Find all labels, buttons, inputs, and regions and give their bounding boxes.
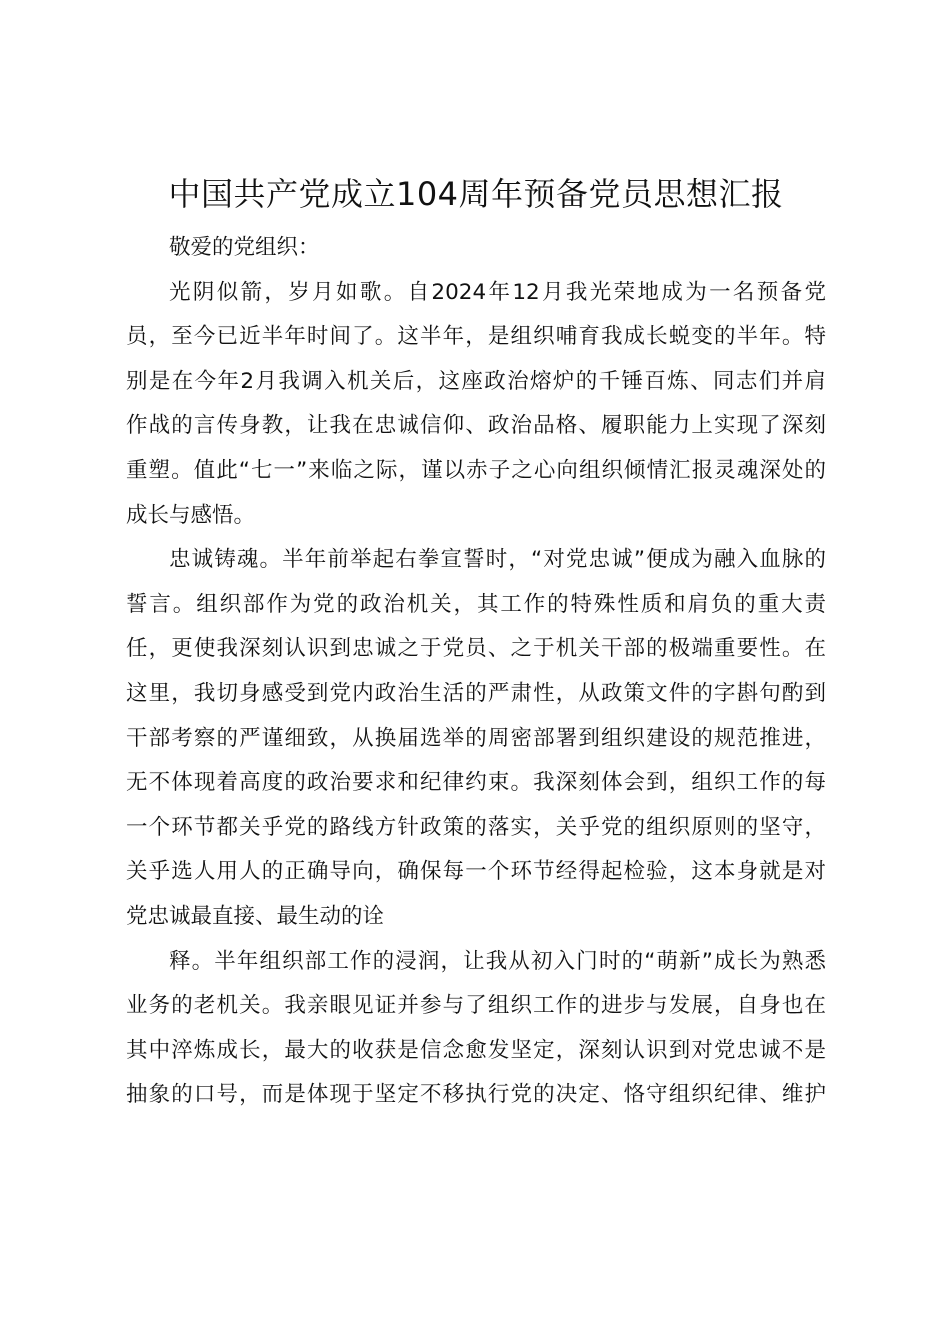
text-line: 任，更使我深刻认识到忠诚之于党员、之于机关干部的极端重要性。在 xyxy=(126,636,826,662)
text-line: 誓言。组织部作为党的政治机关，其工作的特殊性质和肩负的重大责 xyxy=(126,591,826,617)
text-line: 员，至今已近半年时间了。这半年，是组织哺育我成长蜕变的半年。特 xyxy=(126,324,826,350)
text-line: 作战的言传身教，让我在忠诚信仰、政治品格、履职能力上实现了深刻 xyxy=(126,413,826,439)
text-line: 释。半年组织部工作的浸润，让我从初入门时的“萌新”成长为熟悉 xyxy=(169,948,826,974)
document-title: 中国共产党成立104周年预备党员思想汇报 xyxy=(168,175,784,213)
text-line: 忠诚铸魂。半年前举起右拳宣誓时，“对党忠诚”便成为融入血脉的 xyxy=(169,547,826,573)
text-line: 成长与感悟。 xyxy=(126,502,256,528)
text-line: 无不体现着高度的政治要求和纪律约束。我深刻体会到，组织工作的每 xyxy=(126,770,826,796)
text-line: 这里，我切身感受到党内政治生活的严肃性，从政策文件的字斟句酌到 xyxy=(126,680,826,706)
text-line: 抽象的口号，而是体现于坚定不移执行党的决定、恪守组织纪律、维护 xyxy=(126,1082,826,1108)
text-line: 关乎选人用人的正确导向，确保每一个环节经得起检验，这本身就是对 xyxy=(126,859,826,885)
text-line: 别是在今年2月我调入机关后，这座政治熔炉的千锤百炼、同志们并肩 xyxy=(126,368,826,394)
text-line: 光阴似箭，岁月如歌。自2024年12月我光荣地成为一名预备党 xyxy=(169,279,826,305)
text-line: 其中淬炼成长，最大的收获是信念愈发坚定，深刻认识到对党忠诚不是 xyxy=(126,1037,826,1063)
salutation-line: 敬爱的党组织： xyxy=(169,235,320,260)
text-line: 一个环节都关乎党的路线方针政策的落实，关乎党的组织原则的坚守， xyxy=(126,814,826,840)
text-line: 业务的老机关。我亲眼见证并参与了组织工作的进步与发展，自身也在 xyxy=(126,993,826,1019)
text-line: 党忠诚最直接、最生动的诠 xyxy=(126,903,385,929)
text-line: 干部考察的严谨细致，从换届选举的周密部署到组织建设的规范推进， xyxy=(126,725,826,751)
document-body xyxy=(126,226,826,1118)
text-line: 重塑。值此“七一”来临之际，谨以赤子之心向组织倾情汇报灵魂深处的 xyxy=(126,457,826,483)
